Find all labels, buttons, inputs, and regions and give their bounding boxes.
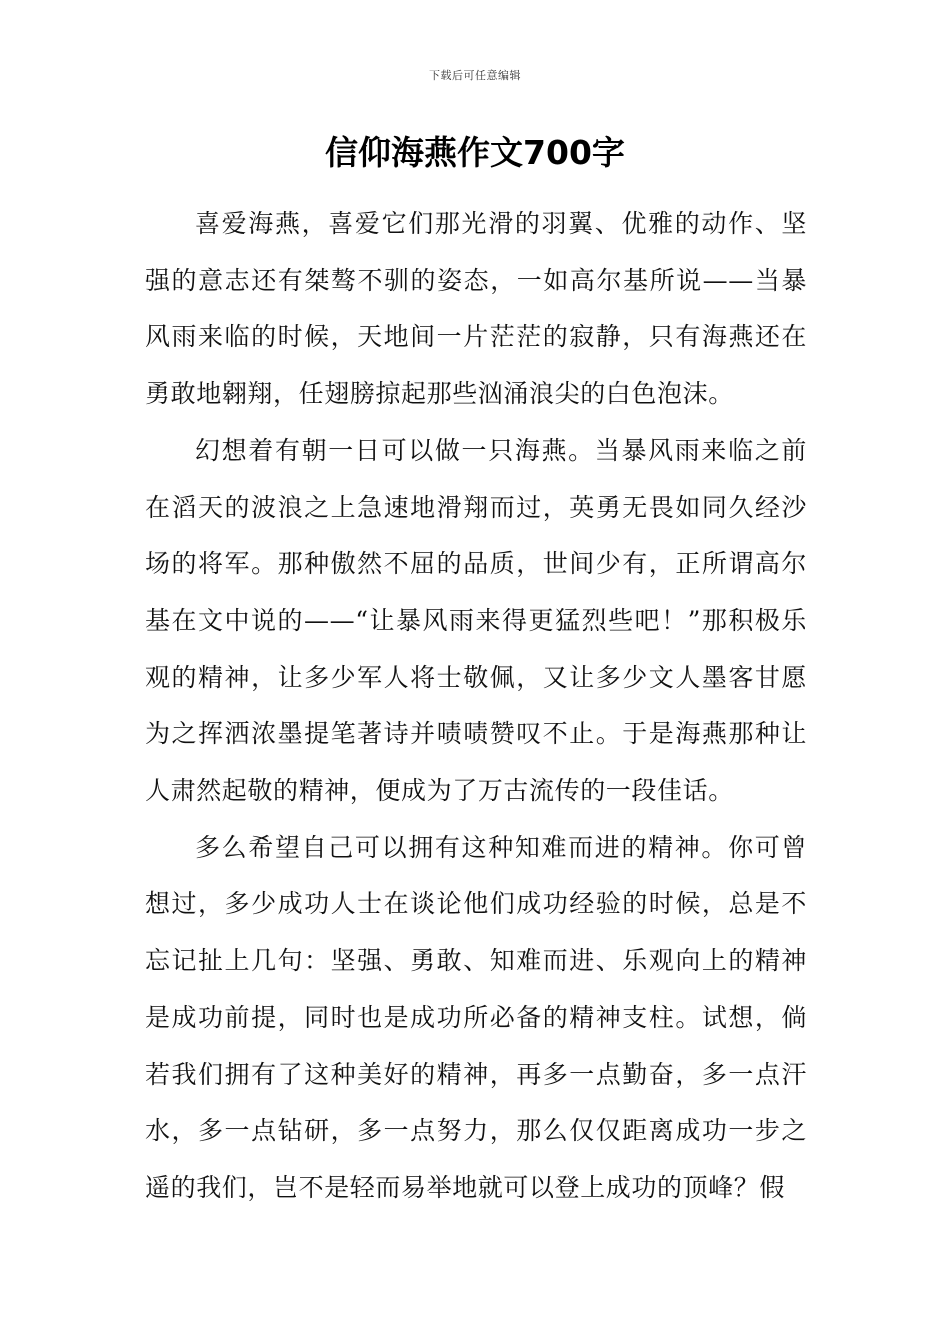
document-body <box>145 196 807 1217</box>
paragraph-3: 多么希望自己可以拥有这种知难而进的精神。你可曾想过，多少成功人士在谈论他们成功经验的时候，总是不忘记扯上几句：坚强、勇敢、知难而进、乐观向上的精神是成功前提，同时也是成功所必备的精神支柱。试想，倘若我们拥有了这种美好的精神，再多一点勤奋，多一点汗水，多一点钻研，多一点努力，那么仅仅距离成功一步之遥的我们，岂不是轻而易举地就可以登上成功的顶峰？假 <box>145 832 807 1202</box>
paragraph-1: 喜爱海燕，喜爱它们那光滑的羽翼、优雅的动作、坚强的意志还有桀骜不驯的姿态，一如高尔基所说——当暴风雨来临的时候，天地间一片茫茫的寂静，只有海燕还在勇敢地翱翔，任翅膀掠起那些汹涌浪尖的白色泡沫。 <box>145 209 807 409</box>
document-title: 信仰海燕作文700字 <box>325 133 625 172</box>
paragraph-2: 幻想着有朝一日可以做一只海燕。当暴风雨来临之前在滔天的波浪之上急速地滑翔而过，英勇无畏如同久经沙场的将军。那种傲然不屈的品质，世间少有，正所谓高尔基在文中说的——“让暴风雨来得更猛烈些吧！”那积极乐观的精神，让多少军人将士敬佩，又让多少文人墨客甘愿为之挥洒浓墨提笔著诗并啧啧赞叹不止。于是海燕那种让人肃然起敬的精神，便成为了万古流传的一段佳话。 <box>145 435 807 806</box>
header-note: 下载后可任意编辑 <box>429 69 521 82</box>
